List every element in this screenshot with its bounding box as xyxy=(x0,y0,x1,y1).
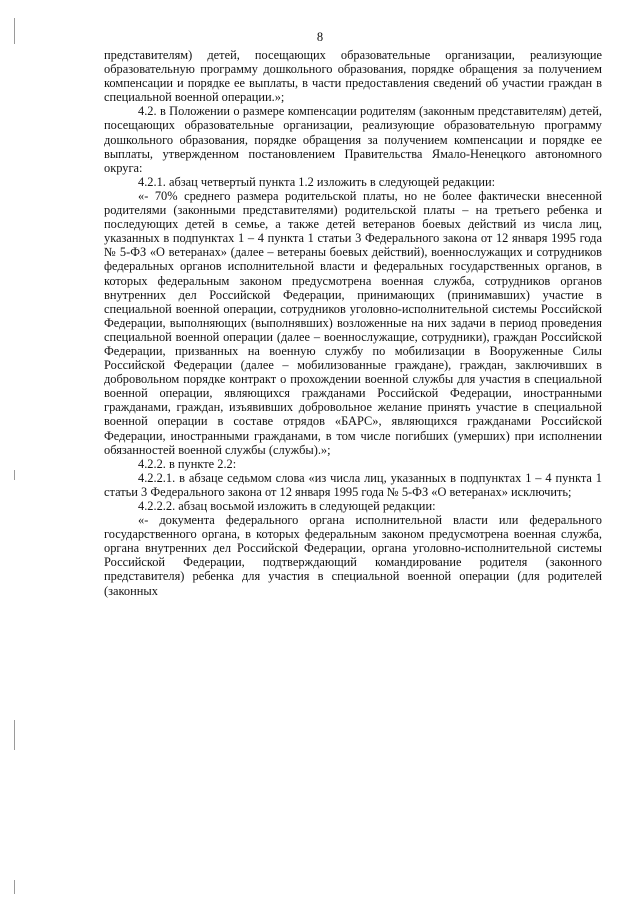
paragraph-4-2-1: 4.2.1. абзац четвертый пункта 1.2 изложить в следующей редакции: xyxy=(138,174,496,189)
scan-margin-mark xyxy=(14,720,15,750)
scan-margin-mark xyxy=(14,470,15,480)
paragraph-4-2-2-1: 4.2.2.1. в абзаце седьмом слова «из числа лиц, указанных в подпунктах 1 – 4 пункта 1 статьи 3 Федерального закона от 12 января 1995 года № 5-ФЗ «О ветеранах» исключить; xyxy=(104,470,602,499)
paragraph-continuation: представителям) детей, посещающих образовательные организации, реализующие образовательную программу дошкольного образования, порядке обращения за получением компенсации и порядке ее выплаты, в части предоставления сведений об участии граждан в специальной военной операции.»; xyxy=(104,48,602,105)
page-number: 8 xyxy=(316,30,324,44)
scan-margin-mark xyxy=(14,880,15,894)
document-body xyxy=(104,48,602,598)
paragraph-4-2-2-2: 4.2.2.2. абзац восьмой изложить в следующей редакции: xyxy=(138,499,436,513)
paragraph-4-2-2: 4.2.2. в пункте 2.2: xyxy=(138,456,237,471)
paragraph-quoted-document: «- документа федерального органа исполнительной власти или федерального государственного органа, в которых федеральным законом предусмотрена военная служба, органа внутренних дел Российской Федерации, органа уголовно-исполнительной системы Российской Федерации, подтверждающий командирование родителя (законного представителя) ребенка для участия в специальной военной операции (для родителей (законных xyxy=(104,513,602,598)
paragraph-quoted-clause: «- 70% среднего размера родительской платы, но не более фактически внесенной родителями (законными представителями) родительской платы – на третьего ребенка и последующих детей в семье, а также детей ветеранов боевых действий из числа лиц, указанных в подпунктах 1 – 4 пункта 1 статьи 3 Федерального закона от 12 января 1995 года № 5-ФЗ «О ветеранах» (далее – ветераны боевых действий), военнослужащих и сотрудников федеральных органов исполнительной власти и федеральных государственных органов, в которых федеральным законом предусмотрена военная служба, сотрудников органов внутренних дел Российской Федерации, принимающих (принимавших) участие в специальной военной операции, сотрудников уголовно-исполнительной системы Российской Федерации, выполняющих (выполнявших) возложенные на них задачи в период проведения специальной военной операции (далее – военнослужащие, сотрудники), граждан Российской Федерации, призванных на военную службу по мобилизации в Вооруженные Силы Российской Федерации (далее – мобилизованные граждане), граждан, заключивших в добровольном порядке контракт о прохождении военной службы для участия в специальной военной операции, являющихся гражданами Российской Федерации, иностранными гражданами, граждан, изъявивших добровольное желание принять участие в специальной военной операции в составе отрядов «БАРС», являющихся гражданами Российской Федерации, иностранными гражданами, в том числе погибших (умерших) при исполнении обязанностей военной службы (службы).»; xyxy=(104,188,602,457)
paragraph-4-2: 4.2. в Положении о размере компенсации родителям (законным представителям) детей, посещающих образовательные организации, реализующие образовательную программу дошкольного образования, порядке обращения за получением компенсации и порядке ее выплаты, утвержденном постановлением Правительства Ямало-Ненецкого автономного округа: xyxy=(104,104,602,175)
